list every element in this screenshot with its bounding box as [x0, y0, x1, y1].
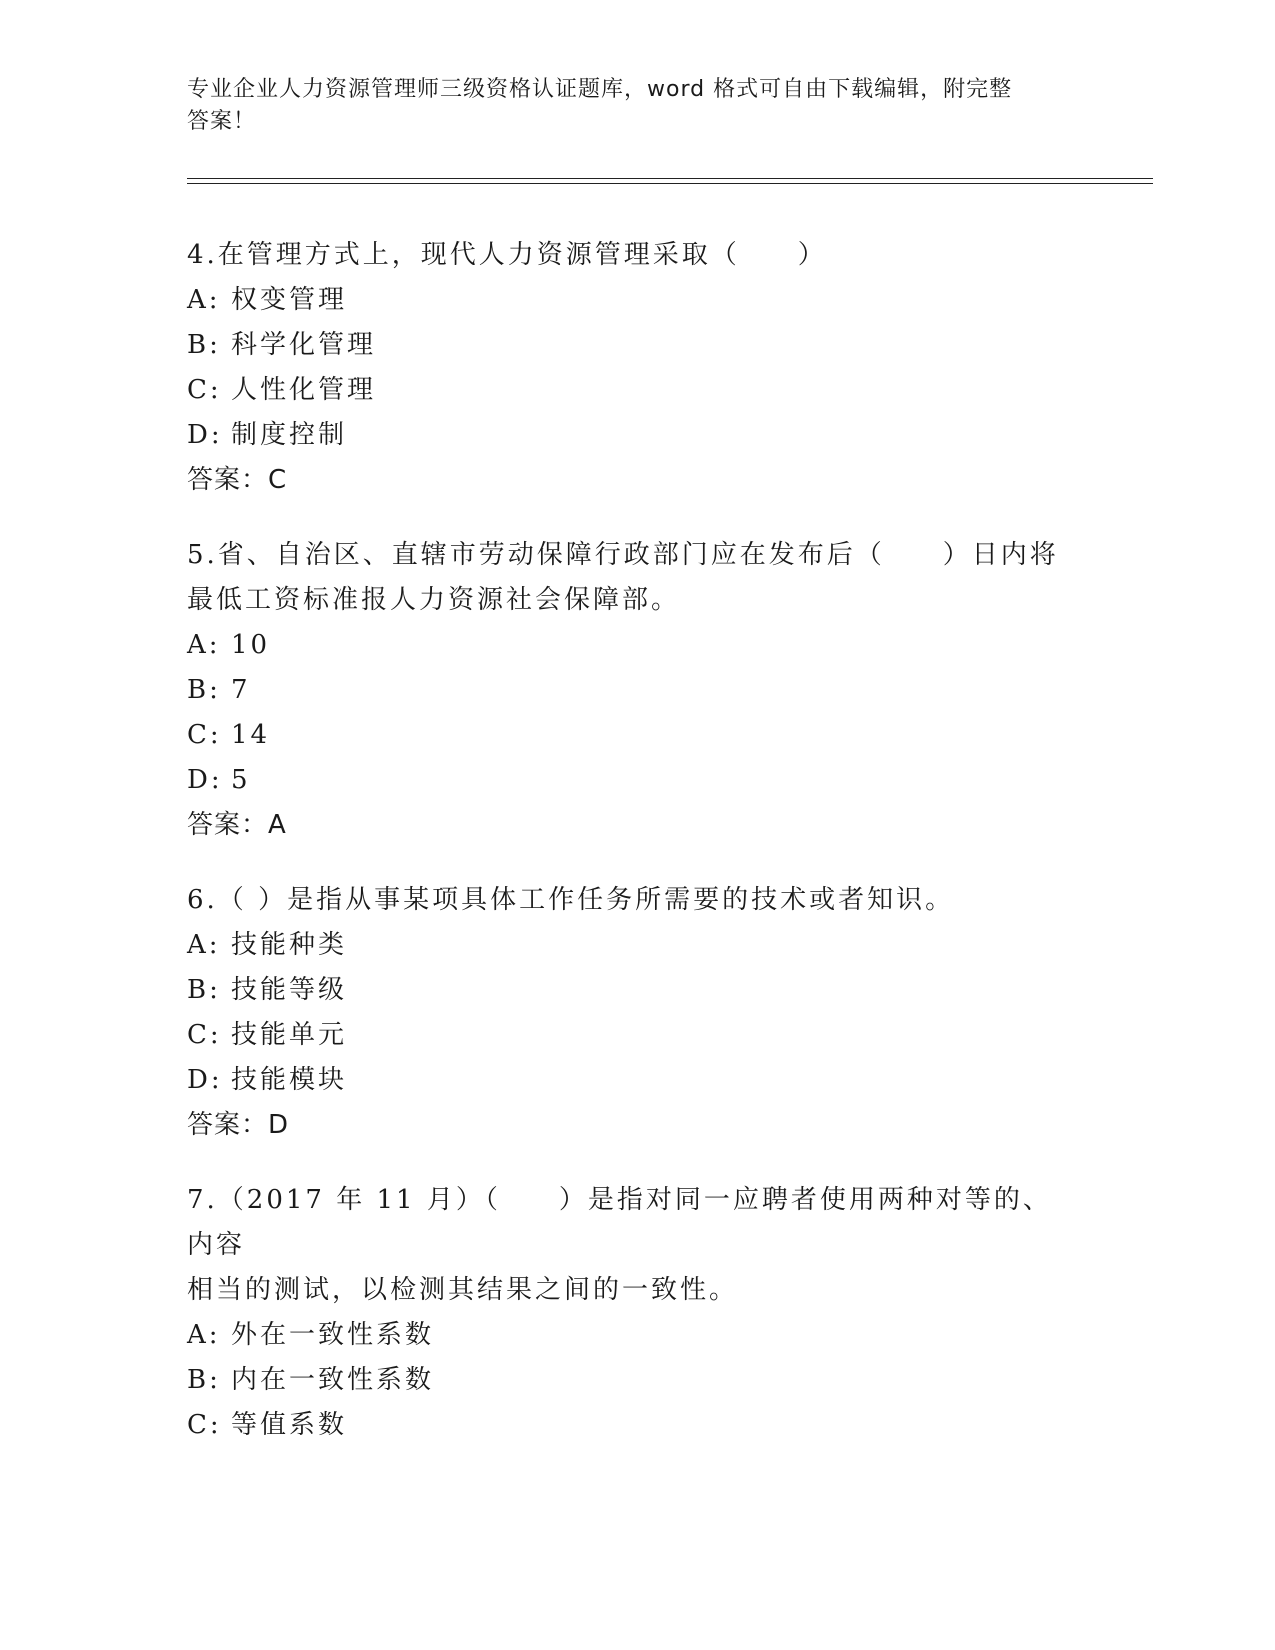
option-c	[187, 1403, 1087, 1448]
question-stem	[187, 1178, 1077, 1313]
option-a	[187, 278, 1087, 323]
option-text: 科学化管理	[231, 330, 377, 360]
option-key: B:	[187, 330, 221, 360]
option-c	[187, 1013, 1087, 1058]
option-text: 等值系数	[231, 1410, 348, 1440]
option-key: A:	[187, 285, 221, 315]
question-stem	[187, 533, 1077, 623]
option-text: 外在一致性系数	[231, 1320, 435, 1350]
option-text: 14	[231, 720, 271, 750]
option-c	[187, 713, 1087, 758]
option-text: 权变管理	[231, 285, 348, 315]
header-divider-top	[187, 178, 1153, 179]
option-text: 5	[231, 765, 251, 795]
option-b	[187, 968, 1087, 1013]
question-list	[187, 233, 1087, 1478]
option-key: C:	[187, 1020, 222, 1050]
option-key: B:	[187, 975, 221, 1005]
option-d	[187, 758, 1087, 803]
option-text: 技能单元	[231, 1020, 348, 1050]
option-key: A:	[187, 1320, 221, 1350]
answer-line: 答案：C	[187, 465, 288, 495]
option-key: B:	[187, 675, 221, 705]
option-b	[187, 1358, 1087, 1403]
option-key: B:	[187, 1365, 221, 1395]
option-text: 技能等级	[231, 975, 348, 1005]
option-key: C:	[187, 375, 222, 405]
option-text: 人性化管理	[231, 375, 377, 405]
option-key: C:	[187, 1410, 222, 1440]
option-a	[187, 1313, 1087, 1358]
option-key: A:	[187, 930, 221, 960]
header-line-1: 专业企业人力资源管理师三级资格认证题库，word 格式可自由下载编辑，附完整	[187, 77, 1013, 102]
question-stem-line-1: 7.（2017 年 11 月）（ ）是指对同一应聘者使用两种对等的、内容	[187, 1185, 1052, 1260]
question-stem-line-1: 4.在管理方式上，现代人力资源管理采取（ ）	[187, 240, 827, 270]
option-b	[187, 323, 1087, 368]
question-stem-line-2: 相当的测试，以检测其结果之间的一致性。	[187, 1275, 739, 1305]
header-line-2: 答案！	[187, 109, 257, 134]
answer-line: 答案：D	[187, 1110, 290, 1140]
question-7	[187, 1178, 1087, 1448]
option-key: D:	[187, 765, 223, 795]
question-stem	[187, 233, 1077, 278]
option-text: 技能模块	[231, 1065, 348, 1095]
option-key: C:	[187, 720, 222, 750]
question-stem-line-1: 6.（ ）是指从事某项具体工作任务所需要的技术或者知识。	[187, 885, 955, 915]
option-text: 7	[231, 675, 251, 705]
option-text: 技能种类	[231, 930, 348, 960]
question-4	[187, 233, 1087, 503]
question-stem	[187, 878, 1077, 923]
question-5	[187, 533, 1087, 848]
option-key: A:	[187, 630, 221, 660]
header-divider-bottom	[187, 183, 1153, 184]
option-b	[187, 668, 1087, 713]
option-key: D:	[187, 420, 223, 450]
option-a	[187, 623, 1087, 668]
question-stem-line-1: 5.省、自治区、直辖市劳动保障行政部门应在发布后（ ）日内将	[187, 540, 1059, 570]
option-key: D:	[187, 1065, 223, 1095]
option-d	[187, 413, 1087, 458]
option-text: 10	[231, 630, 271, 660]
answer-line: 答案：A	[187, 810, 287, 840]
question-6	[187, 878, 1087, 1148]
document-header	[187, 74, 1067, 138]
option-d	[187, 1058, 1087, 1103]
option-a	[187, 923, 1087, 968]
option-text: 内在一致性系数	[231, 1365, 435, 1395]
option-text: 制度控制	[231, 420, 348, 450]
question-stem-line-2: 最低工资标准报人力资源社会保障部。	[187, 585, 681, 615]
option-c	[187, 368, 1087, 413]
